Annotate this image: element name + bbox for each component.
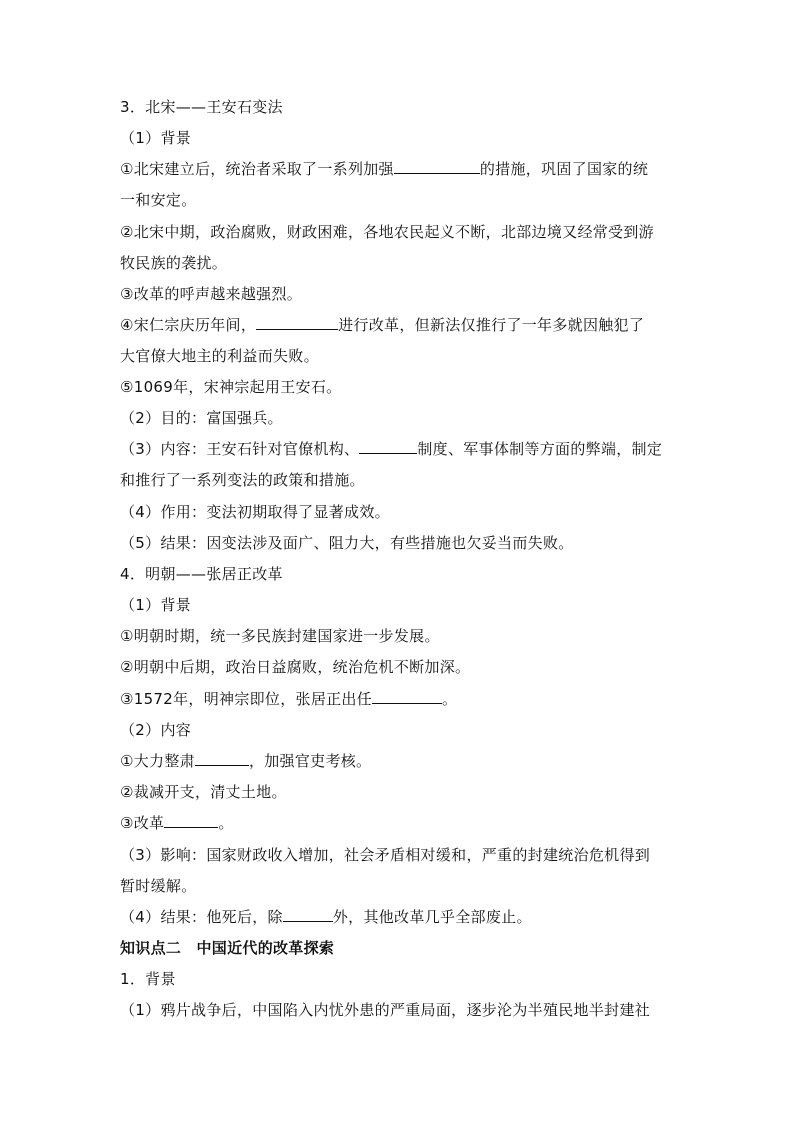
knowledge-point-heading: 知识点二 中国近代的改革探索	[120, 939, 335, 957]
text-line: 一和安定。	[120, 191, 197, 209]
fill-blank[interactable]	[394, 159, 480, 174]
text-line: 大官僚大地主的利益而失败。	[120, 347, 319, 365]
text-line: ②北宋中期，政治腐败，财政困难，各地农民起义不断，北部边境又经常受到游	[120, 223, 654, 241]
text-line: ③1572年，明神宗即位，张居正出任 。	[120, 690, 458, 708]
text-line: ③改革 。	[120, 814, 234, 832]
text-line: 和推行了一系列变法的政策和措施。	[120, 471, 365, 489]
section-heading-northern-song: 3．北宋——王安石变法	[120, 98, 283, 116]
fill-blank[interactable]	[256, 315, 338, 330]
fill-blank[interactable]	[359, 439, 417, 454]
fill-blank[interactable]	[372, 689, 442, 704]
text-line: 牧民族的袭扰。	[120, 254, 228, 272]
subheading-background: （1）背景	[120, 596, 192, 614]
text-line: （4）结果：他死后，除 外，其他改革几乎全部废止。	[120, 908, 532, 926]
text-line: （2）目的：富国强兵。	[120, 409, 283, 427]
fill-blank[interactable]	[164, 813, 218, 828]
text-line: （3）影响：国家财政收入增加，社会矛盾相对缓和，严重的封建统治危机得到	[120, 846, 651, 864]
text-line: ①北宋建立后，统治者采取了一系列加强 的措施，巩固了国家的统	[120, 160, 649, 178]
subheading-content: （2）内容	[120, 721, 192, 739]
text-line: （1）鸦片战争后，中国陷入内忧外患的严重局面，逐步沦为半殖民地半封建社	[120, 1001, 651, 1019]
text-line: ②明朝中后期，政治日益腐败，统治危机不断加深。	[120, 658, 471, 676]
text-line: （3）内容：王安石针对官僚机构、 制度、军事体制等方面的弊端，制定	[120, 440, 663, 458]
text-line: （5）结果：因变法涉及面广、阻力大，有些措施也欠妥当而失败。	[120, 534, 574, 552]
fill-blank[interactable]	[195, 751, 249, 766]
fill-blank[interactable]	[283, 907, 333, 922]
text-line: ①明朝时期，统一多民族封建国家进一步发展。	[120, 627, 440, 645]
text-line: （4）作用：变法初期取得了显著成效。	[120, 503, 390, 521]
section-heading-ming-dynasty: 4．明朝——张居正改革	[120, 565, 283, 583]
subheading-background: （1）背景	[120, 129, 192, 147]
text-line: ②裁减开支，清丈土地。	[120, 783, 287, 801]
text-line: 暂时缓解。	[120, 877, 197, 895]
text-line: ③改革的呼声越来越强烈。	[120, 285, 303, 303]
text-line: ①大力整肃 ，加强官吏考核。	[120, 752, 372, 770]
section-heading-background: 1．背景	[120, 970, 176, 988]
text-line: ④宋仁宗庆历年间， 进行改革，但新法仅推行了一年多就因触犯了	[120, 316, 645, 334]
text-line: ⑤1069年，宋神宗起用王安石。	[120, 378, 342, 396]
